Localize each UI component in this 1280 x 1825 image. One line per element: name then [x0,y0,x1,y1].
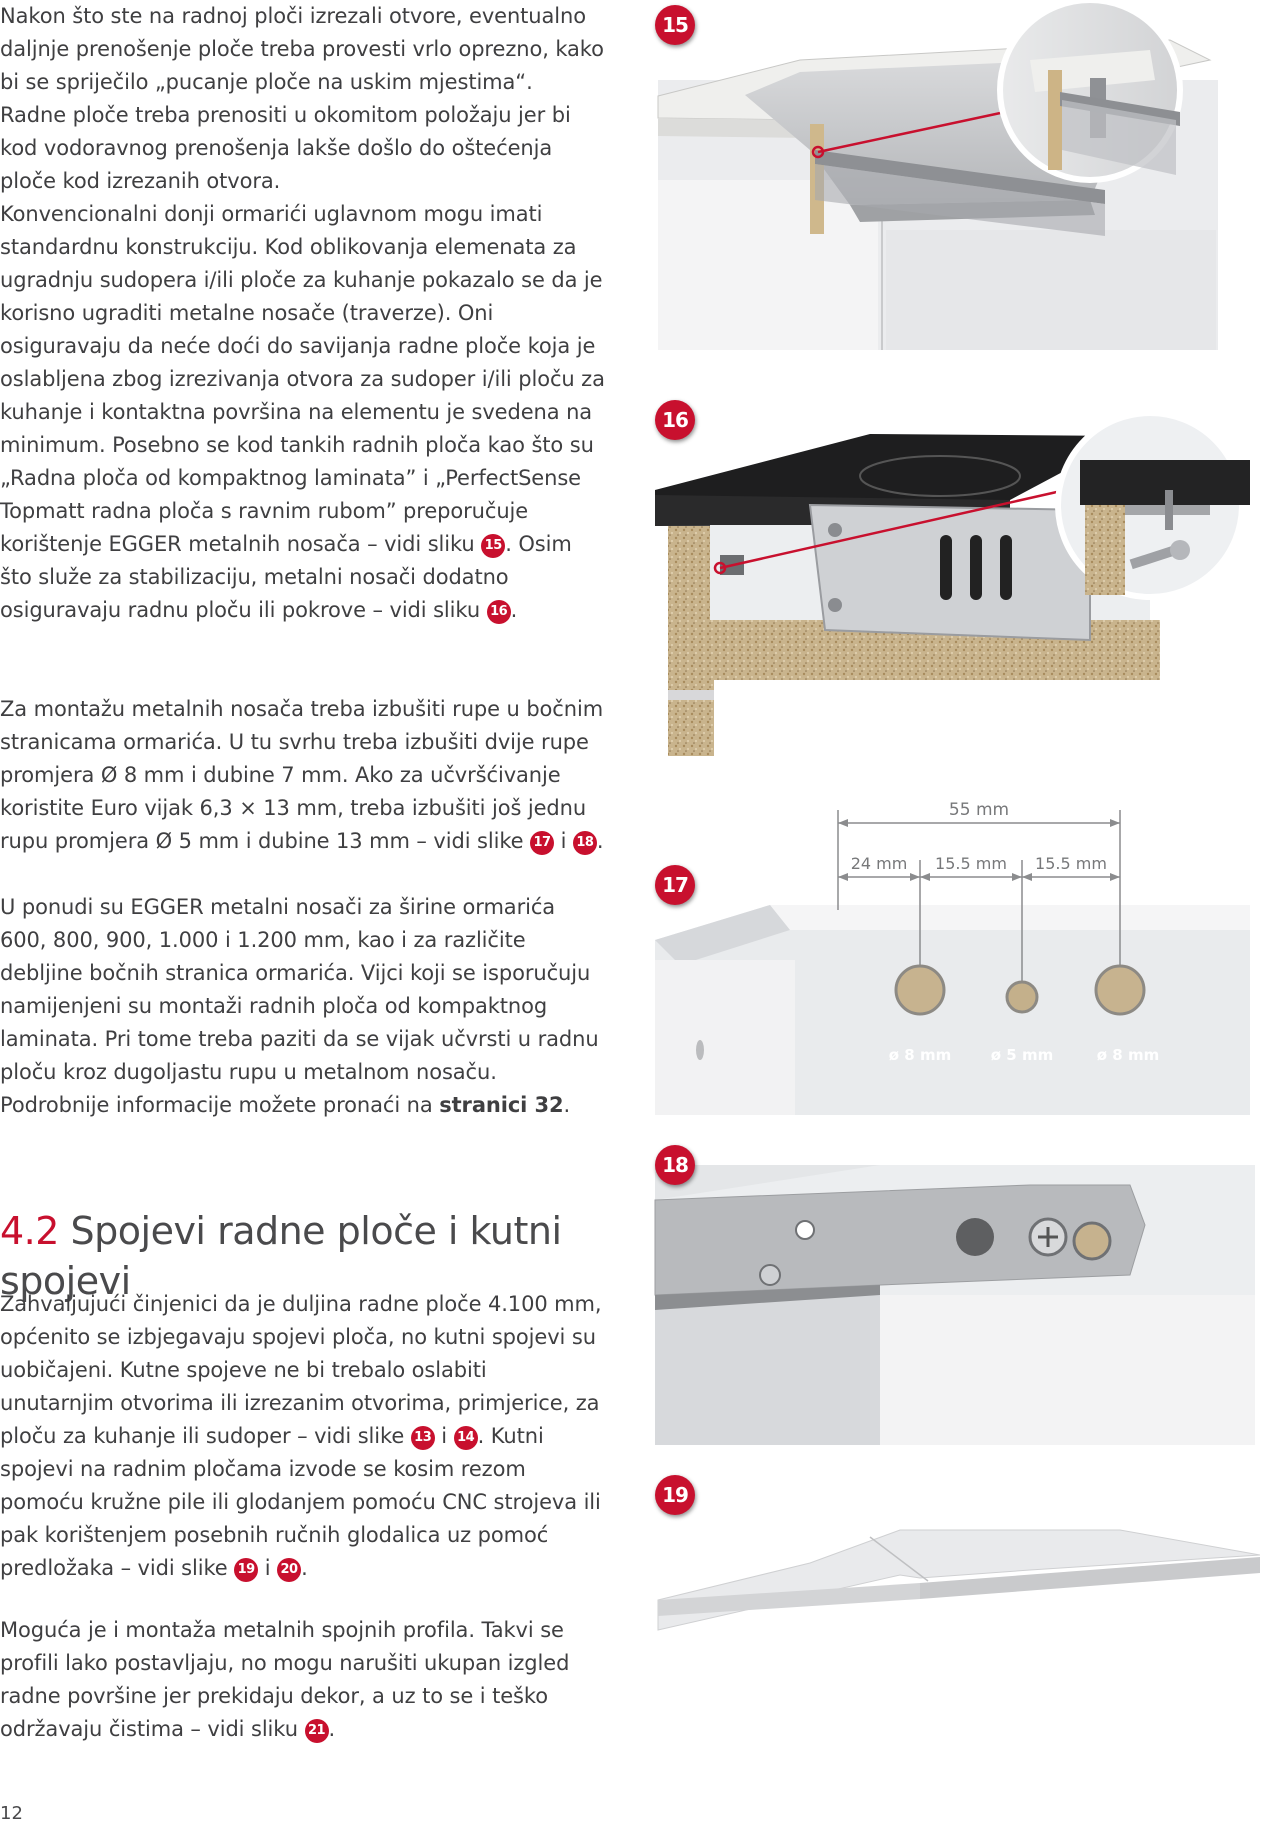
section-number: 4.2 [0,1209,59,1253]
figure-ref-badge: 18 [573,831,597,855]
figure-ref-badge: 20 [277,1558,301,1582]
figure-ref-badge: 17 [530,831,554,855]
paragraph-cabinets-text: Konvencionalni donji ormarići uglavnom mogu imati standardnu konstrukciju. Kod oblikovanja elemenata za ugradnju sudopera i/ili ploče za kuhanje pokazalo se da je korisno ugraditi metalne nosače (traverze). Oni osiguravaju da neće doći do savijanja radne ploče koja je oslabljena zbog izrezivanja otvora za sudoper i/ili ploču za kuhanje i kontaktna površina na elementu je svedena na minimum. Posebno se kod tankih radnih ploča kao što su „Radna ploča od kompaktnog laminata” i „PerfectSense Topmatt radna ploča s ravnim rubom” preporučuje korištenje EGGER metalnih nosača – vidi sliku [0,202,605,556]
figure-19-illustration [650,1475,1260,1655]
dimension-b: 15.5 mm [935,854,1007,873]
figure-17 [650,785,1260,1115]
paragraph-cabinets [0,198,605,627]
paragraph-offer-end: . [563,1093,571,1117]
paragraph-profiles-text: Moguća je i montaža metalnih spojnih profila. Takvi se profili lako postavljaju, no mogu narušiti ukupan izgled radne površine jer prekidaju dekor, a uz to se i teško održavaju čistima – vidi sliku [0,1618,570,1741]
figure-19 [650,1475,1260,1655]
figure-15-badge: 15 [655,5,695,45]
figure-15-illustration [650,0,1260,350]
page-reference: stranici 32 [439,1093,564,1117]
figure-ref-badge: 14 [454,1426,478,1450]
paragraph-cabinets-text-2: . Osim što služe za stabilizaciju, metalni nosači dodatno osiguravaju radnu ploču ili pokrove – vidi sliku [0,532,572,622]
dimension-total: 55 mm [948,800,1010,820]
figure-19-badge: 19 [655,1475,695,1515]
paragraph-joints-and-2: i [258,1556,278,1580]
figure-18-badge: 18 [655,1145,695,1185]
figure-ref-badge: 19 [234,1558,258,1582]
paragraph-offer [0,891,605,1122]
figure-16-badge: 16 [655,400,695,440]
hole-label-c: ø 8 mm [1096,1046,1160,1064]
paragraph-offer-text: U ponudi su EGGER metalni nosači za širine ormarića 600, 800, 900, 1.000 i 1.200 mm, kao i za različite debljine bočnih stranica ormarića. Vijci koji se isporučuju namijenjeni su montaži radnih ploča od kompaktnog laminata. Pri tome treba paziti da se vijak učvrsti u radnu ploču kroz dugoljastu rupu u metalnom nosaču. Podrobnije informacije možete pronaći na [0,895,599,1117]
paragraph-drilling-end: . [596,829,604,853]
figure-16 [650,400,1260,760]
figure-17-badge: 17 [655,865,695,905]
figure-ref-badge: 21 [305,1719,329,1743]
paragraph-joints [0,1288,605,1585]
section-title-text: Spojevi radne ploče i kutni spojevi [0,1209,562,1303]
hole-label-b: ø 5 mm [990,1046,1054,1064]
paragraph-drilling [0,693,605,858]
figure-18 [650,1145,1260,1445]
page-number: 12 [0,1803,23,1824]
figure-15 [650,0,1260,350]
paragraph-profiles-end: . [328,1717,336,1741]
figure-ref-badge: 13 [411,1426,435,1450]
figure-ref-badge: 16 [487,600,511,624]
paragraph-profiles [0,1614,605,1746]
dimension-a: 24 mm [850,854,908,873]
paragraph-drilling-text: Za montažu metalnih nosača treba izbušiti rupe u bočnim stranicama ormarića. U tu svrhu treba izbušiti dvije rupe promjera Ø 8 mm i dubine 7 mm. Ako za učvršćivanje koristite Euro vijak 6,3 × 13 mm, treba izbušiti još jednu rupu promjera Ø 5 mm i dubine 13 mm – vidi slike [0,697,604,853]
paragraph-joints-and: i [434,1424,454,1448]
paragraph-joints-text-2: . Kutni spojevi na radnim pločama izvode se kosim rezom pomoću kružne pile ili glodanjem pomoću CNC strojeva ili pak korištenjem posebnih ručnih glodalica uz pomoć predložaka – vidi slike [0,1424,601,1580]
paragraph-drilling-and: i [554,829,573,853]
paragraph-cabinets-text-3: . [510,598,518,622]
figure-16-illustration [650,400,1260,760]
paragraph-transport: Nakon što ste na radnoj ploči izrezali otvore, eventualno daljnje prenošenje ploče treba provesti vrlo oprezno, kako bi se spriječilo „pucanje ploče na uskim mjestima“. Radne ploče treba prenositi u okomitom položaju jer bi kod vodoravnog prenošenja lakše došlo do oštećenja ploče kod izrezanih otvora. [0,4,604,193]
paragraph-joints-text: Zahvaljujući činjenici da je duljina radne ploče 4.100 mm, općenito se izbjegavaju spojevi ploča, no kutni spojevi su uobičajeni. Kutne spojeve ne bi trebalo oslabiti unutarnjim otvorima ili izrezanim otvorima, primjerice, za ploču za kuhanje ili sudoper – vidi slike [0,1292,602,1448]
figure-17-illustration [650,785,1260,1115]
hole-label-a: ø 8 mm [888,1046,952,1064]
figure-18-illustration [650,1145,1260,1445]
dimension-c: 15.5 mm [1035,854,1107,873]
figure-ref-badge: 15 [481,534,505,558]
paragraph-joints-end: . [301,1556,308,1580]
